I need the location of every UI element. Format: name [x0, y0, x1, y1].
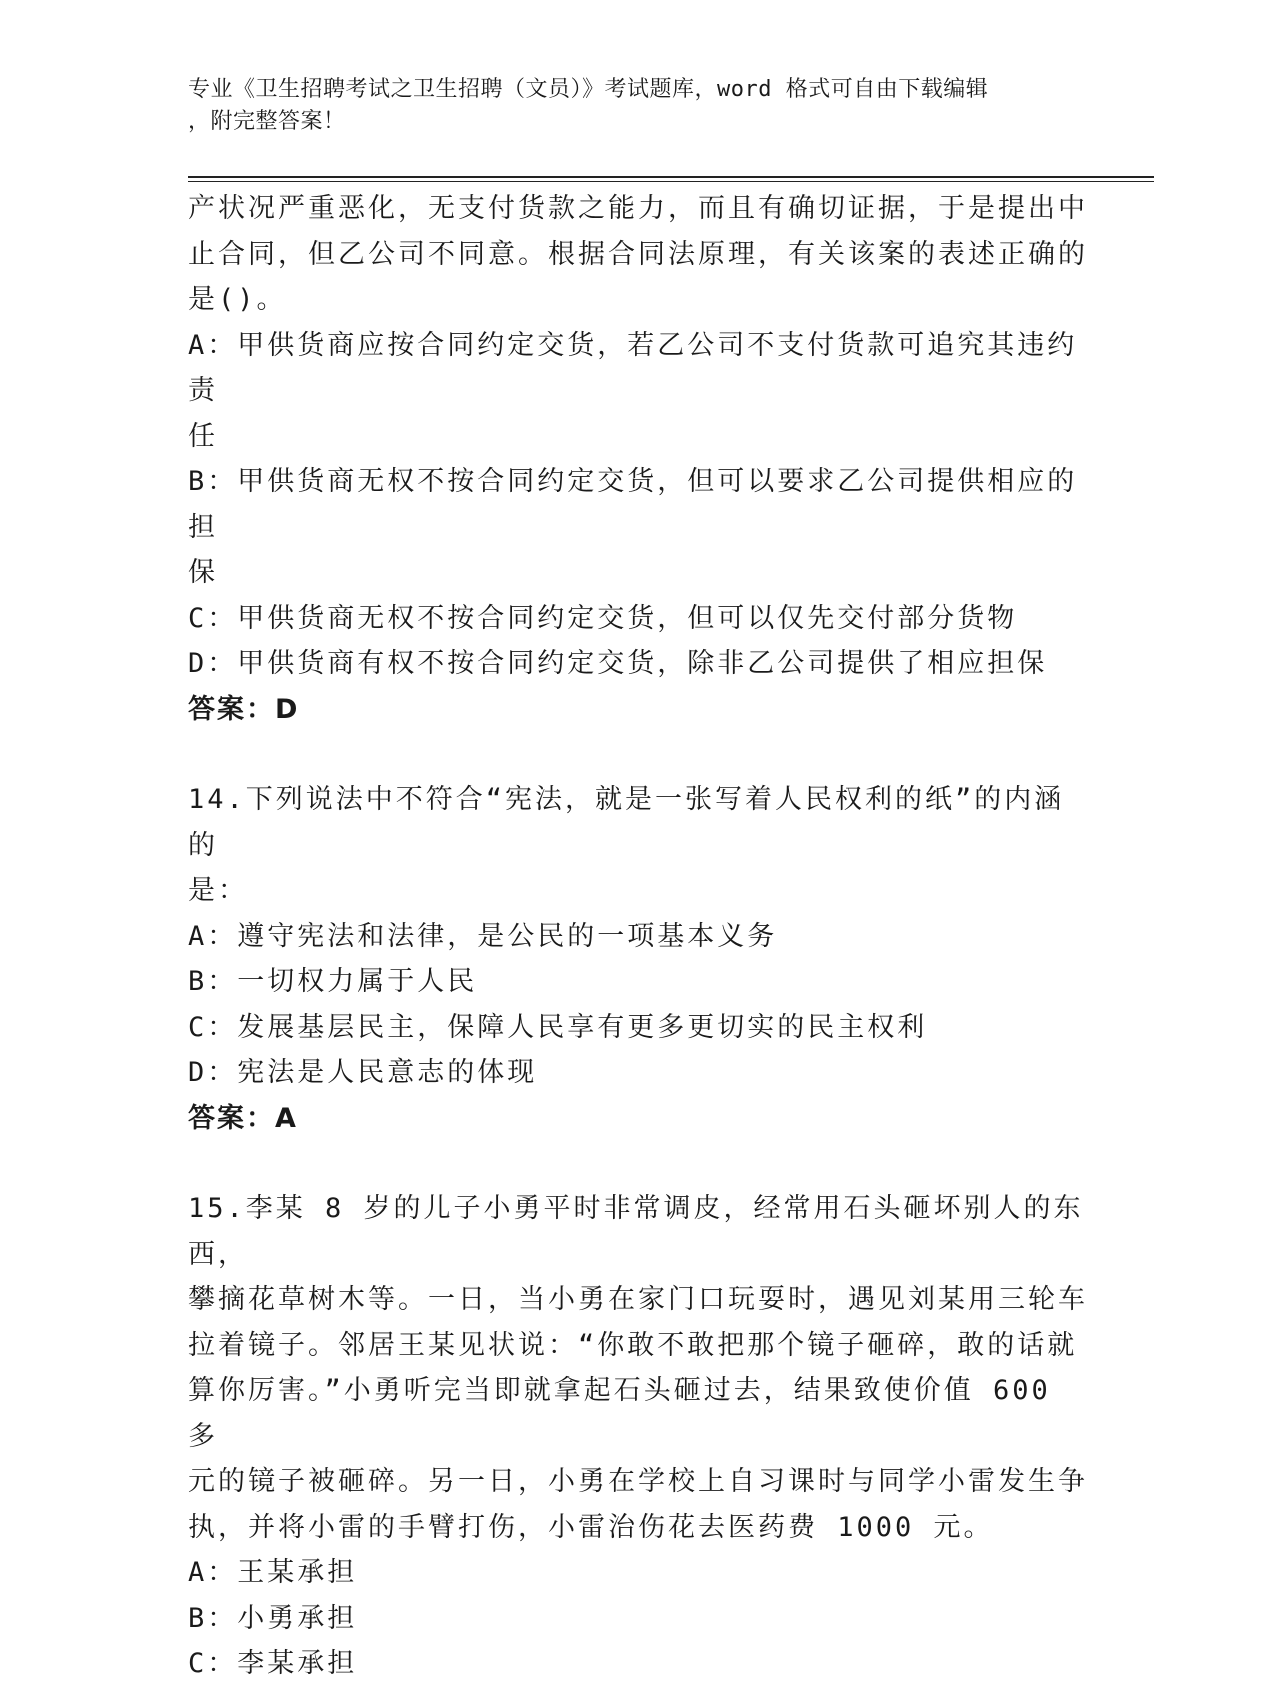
option-line: A：王某承担	[188, 1557, 358, 1588]
option-d	[188, 641, 1088, 687]
question-stem-line: 14.下列说法中不符合“宪法，就是一张写着人民权利的纸”的内涵的	[188, 784, 1065, 861]
option-b	[188, 1596, 1088, 1642]
question-14	[188, 777, 1088, 1141]
option-a	[188, 1550, 1088, 1596]
option-c	[188, 1641, 1088, 1687]
question-13	[188, 186, 1088, 732]
option-line: C：甲供货商无权不按合同约定交货，但可以仅先交付部分货物	[188, 602, 1018, 634]
question-stem-line: 算你厉害。”小勇听完当即就拿起石头砸过去，结果致使价值 600 多	[188, 1375, 1051, 1452]
option-line: 任	[188, 420, 218, 452]
option-line: B：小勇承担	[188, 1602, 358, 1634]
option-line: B：甲供货商无权不按合同约定交货，但可以要求乙公司提供相应的担	[188, 466, 1078, 543]
option-a	[188, 323, 1088, 460]
option-b	[188, 459, 1088, 596]
option-line: A：甲供货商应按合同约定交货，若乙公司不支付货款可追究其违约责	[188, 329, 1078, 406]
spacer	[188, 732, 1088, 777]
option-c	[188, 1005, 1088, 1051]
header-line-1: 专业《卫生招聘考试之卫生招聘（文员）》考试题库，word 格式可自由下载编辑	[188, 77, 989, 102]
header-divider	[188, 176, 1154, 182]
question-stem-line: 攀摘花草树木等。一日，当小勇在家门口玩耍时，遇见刘某用三轮车	[188, 1284, 1088, 1315]
option-c	[188, 596, 1088, 642]
header-line-2: ，附完整答案！	[188, 109, 346, 134]
question-15	[188, 1186, 1088, 1687]
answer-label: 答案：D	[188, 693, 300, 725]
question-stem-line: 15.李某 8 岁的儿子小勇平时非常调皮，经常用石头砸坏别人的东西，	[188, 1193, 1084, 1270]
question-stem-line: 拉着镜子。邻居王某见状说：“你敢不敢把那个镜子砸碎，敢的话就	[188, 1329, 1078, 1361]
document-body	[188, 186, 1088, 1687]
document-header	[188, 74, 1088, 138]
option-b	[188, 959, 1088, 1005]
question-stem-line: 产状况严重恶化，无支付货款之能力，而且有确切证据，于是提出中	[188, 193, 1088, 224]
option-a	[188, 914, 1088, 960]
question-stem-line: 止合同，但乙公司不同意。根据合同法原理，有关该案的表述正确的	[188, 238, 1088, 270]
option-line: B：一切权力属于人民	[188, 966, 478, 997]
question-stem-line: 元的镜子被砸碎。另一日，小勇在学校上自习课时与同学小雷发生争	[188, 1466, 1088, 1497]
option-line: C：李某承担	[188, 1648, 358, 1679]
spacer	[188, 1141, 1088, 1186]
option-line: A：遵守宪法和法律，是公民的一项基本义务	[188, 920, 778, 952]
option-line: C：发展基层民主，保障人民享有更多更切实的民主权利	[188, 1011, 928, 1043]
answer-label: 答案：A	[188, 1102, 298, 1134]
option-line: D：甲供货商有权不按合同约定交货，除非乙公司提供了相应担保	[188, 648, 1048, 679]
question-stem-line: 是()。	[188, 284, 287, 315]
question-stem-line: 是：	[188, 875, 248, 906]
option-line: 保	[188, 557, 218, 588]
option-line: D：宪法是人民意志的体现	[188, 1057, 538, 1088]
question-stem-line: 执，并将小雷的手臂打伤，小雷治伤花去医药费 1000 元。	[188, 1511, 994, 1543]
option-d	[188, 1050, 1088, 1096]
